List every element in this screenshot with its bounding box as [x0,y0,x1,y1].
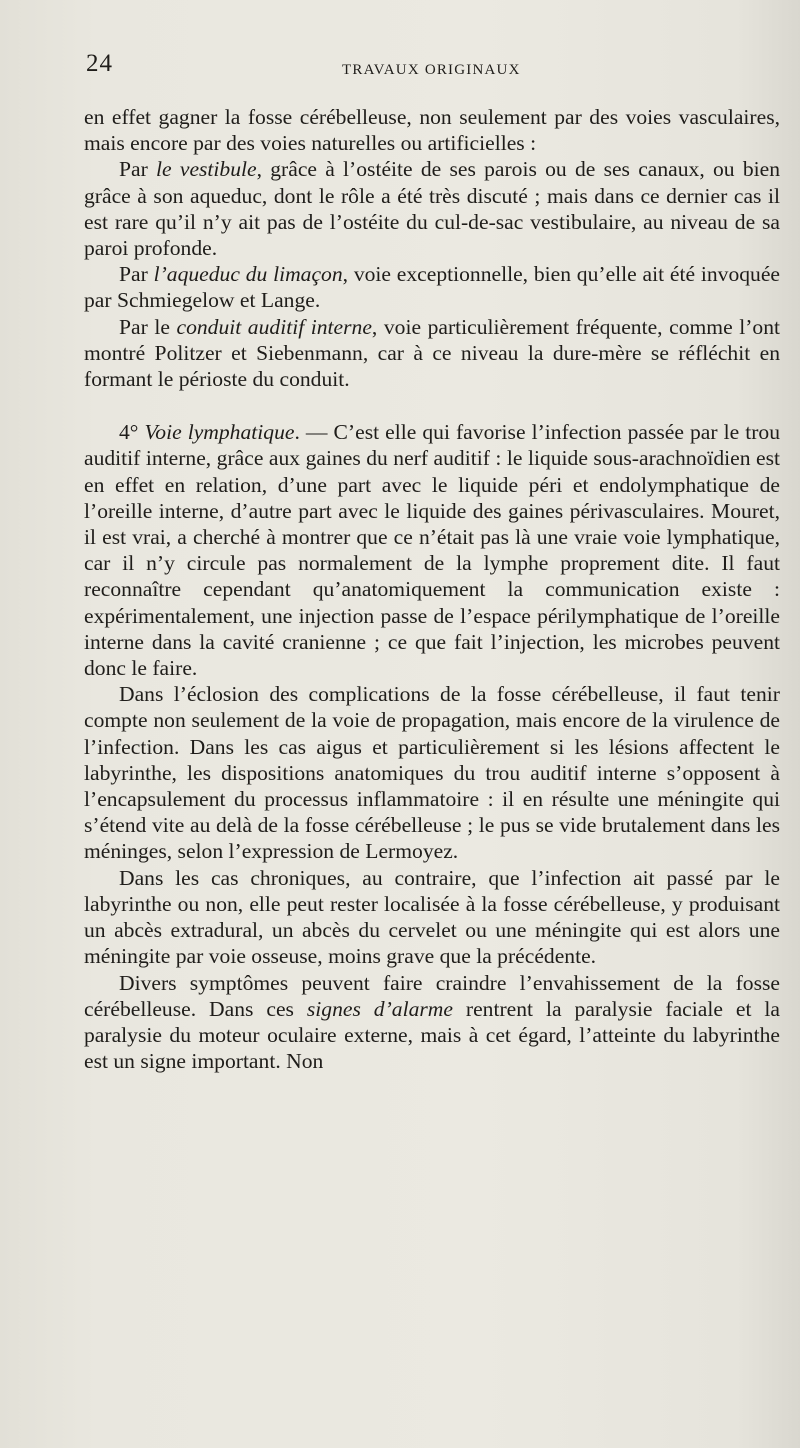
italic-term: Voie lymphatique [144,420,295,445]
text-run: , grâce à l’ostéite de ses parois ou de ses canaux, ou bien grâce à son aqueduc, dont le rôle a été très discuté ; mais dans ce dernier cas il est rare qu’il n’y ait pas de l’ostéite du cul-de-sac vestibulaire, au niveau de sa paroi profonde. [84,157,780,261]
text-run: Dans l’éclosion des complications de la fosse cérébelleuse, il faut tenir compte non seulement de la voie de propagation, mais encore de la virulence de l’infection. Dans les cas aigus et particulièrement si les lésions affectent le labyrinthe, les dispositions anatomiques du trou auditif interne s’opposent à l’encapsulement du processus inflammatoire : il en résulte une méningite qui s’étend vite au delà de la fosse cérébelleuse ; le pus se vide brutalement dans les méninges, selon l’expression de Lermoyez. [84,682,780,864]
paragraph-conduit-auditif [84,314,780,393]
text-run: Dans les cas chroniques, au contraire, que l’infection ait passé par le labyrinthe ou non, elle peut rester localisée à la fosse cérébelleuse, y produisant un abcès extradural, un abcès du cervelet ou une méningite qui est alors une méningite par voie osseuse, moins grave que la précédente. [84,865,780,969]
text-run: Par le [119,314,177,339]
paragraph-vestibule [84,156,780,261]
paragraph-voie-lymphatique [84,419,780,681]
paragraph-continued [84,104,780,156]
paragraph-aqueduc-limacon [84,261,780,313]
text-run: . — C’est elle qui favorise l’infection passée par le trou auditif interne, grâce aux gaines du nerf auditif : le liquide sous-arachnoïdien est en effet en relation, d’une part avec le liquide péri et endolymphatique de l’oreille interne, d’autre part avec le liquide des gaines périvasculaires. Mouret, il est vrai, a cherché à montrer que ce n’était pas là une vraie voie lymphatique, car il n’y circule pas normalement de la lymphe proprement dite. Il faut reconnaître cependant qu’anatomiquement la communication existe : expérimentalement, une injection passe de l’espace périlymphatique de l’oreille interne dans la cavité cranienne ; ce que fait l’injection, les microbes peuvent donc le faire. [84,420,780,681]
paragraph-eclosion [84,681,780,864]
italic-term: le vestibule [156,157,257,182]
italic-term: signes d’alarme [306,996,453,1021]
text-run: rentrent la paralysie faciale et la paralysie du moteur oculaire externe, mais à cet égard, l’atteinte du labyrinthe est un signe important. Non [84,996,780,1074]
italic-term: conduit auditif interne [176,314,372,339]
text-run: , voie particulièrement fréquente, comme l’ont montré Politzer et Siebenmann, car à ce niveau la dure-mère se réfléchit en formant le périoste du conduit. [84,314,781,392]
body-text [84,104,780,1074]
text-run: en effet gagner la fosse cérébelleuse, non seulement par des voies vasculaires, mais encore par des voies naturelles ou artificielles : [84,105,780,156]
text-run: Par [119,262,154,287]
italic-term: l’aqueduc du limaçon [153,262,343,287]
paragraph-cas-chroniques [84,865,780,970]
text-run: , voie exceptionnelle, bien qu’elle ait été invoquée par Schmiegelow et Lange. [84,262,780,313]
running-head: TRAVAUX ORIGINAUX [342,62,521,78]
paragraph-signes-alarme [84,970,780,1075]
page-number: 24 [86,50,113,77]
text-run: 4° [119,420,145,445]
page-header [86,50,786,90]
text-run: Divers symptômes peuvent faire craindre l’envahissement de la fosse cérébelleuse. Dans ces [84,970,780,1021]
text-run: Par [119,157,157,182]
